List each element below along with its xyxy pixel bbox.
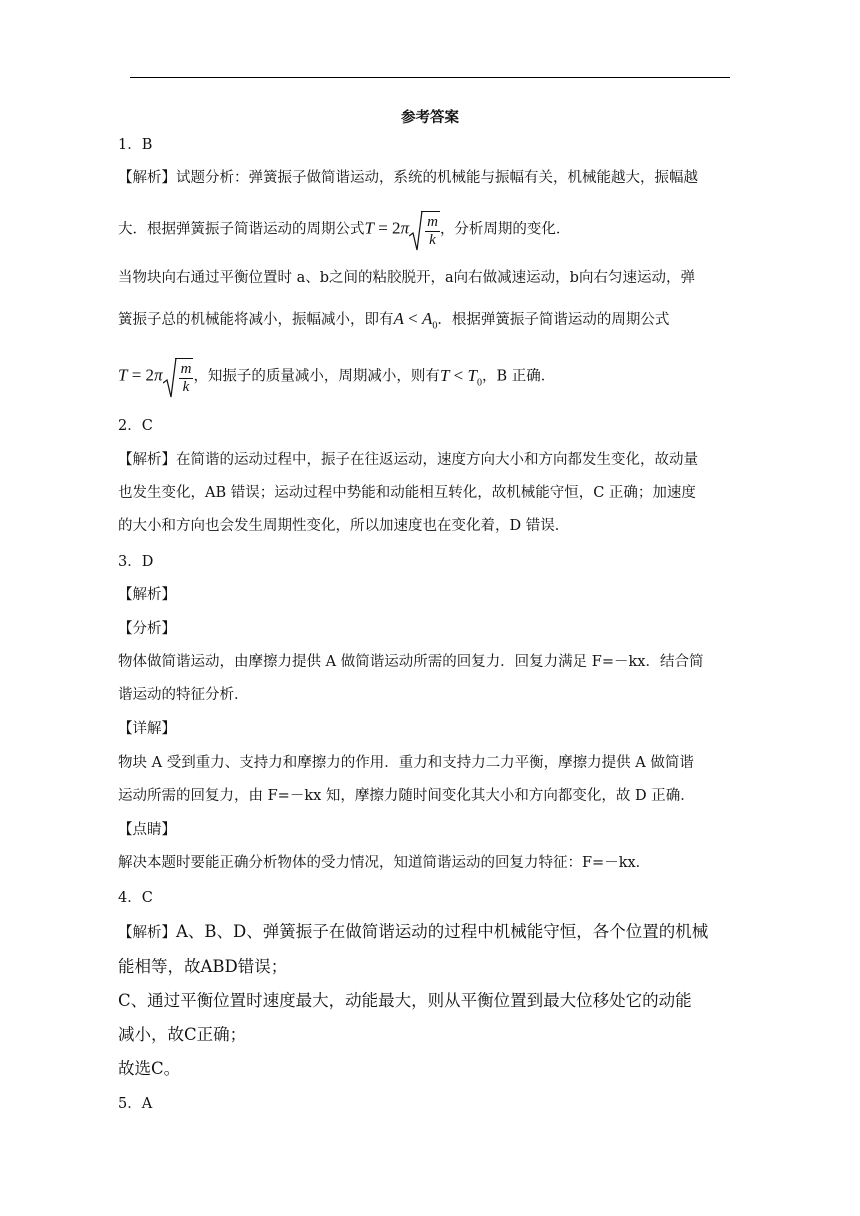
q1-explain-line-4 (118, 309, 669, 336)
q4-answer: 4．C (118, 890, 153, 906)
period-inequality: $T < T_0$ (439, 365, 482, 388)
q3-heading-explain: 【解析】 (118, 587, 176, 603)
q2-explain-line-1: 【解析】在简谐的运动过程中，振子在往返运动，速度方向大小和方向都发生变化，故动量 (118, 452, 698, 468)
q1-text: ，B 正确． (481, 368, 556, 385)
q3-detail-line-1: 物块 A 受到重力、支持力和摩擦力的作用．重力和支持力二力平衡，摩擦力提供 A 做简谐 (118, 755, 694, 771)
header-rule (130, 77, 730, 78)
q3-analysis-line-1: 物体做简谐运动，由摩擦力提供 A 做简谐运动所需的回复力．回复力满足 F=－kx．结合简 (118, 654, 704, 670)
q4-explain-line-2: 能相等，故ABD错误； (118, 957, 288, 976)
q4-text: A、B、D、弹簧振子在做简谐运动的过程中机械能守恒，各个位置的机械 (176, 922, 709, 941)
q2-answer: 2．C (118, 418, 153, 434)
fraction-m-over-k: $\frac{m}{k}$ (427, 214, 438, 248)
q4-explain-line-5: 故选C。 (118, 1059, 181, 1078)
q1-explain-line-5 (118, 357, 555, 396)
q1-explain-line-3: 当物块向右通过平衡位置时 a、b之间的粘胶脱开，a向右做减速运动，b向右匀速运动，弹 (118, 270, 695, 286)
q3-analysis-line-2: 谐运动的特征分析． (118, 687, 249, 703)
q3-heading-comment: 【点睛】 (118, 822, 176, 838)
period-formula: T = 2π (364, 218, 410, 238)
q4-explain-line-4: 减小，故C正确； (118, 1025, 247, 1044)
q4-heading: 【解析】 (118, 925, 176, 941)
q4-explain-line-1 (118, 920, 708, 945)
q3-heading-analysis: 【分析】 (118, 621, 176, 637)
q4-explain-line-3: C、通过平衡位置时速度最大，动能最大，则从平衡位置到最大位移处它的动能 (118, 991, 692, 1010)
period-formula: T = 2π (118, 365, 163, 385)
q2-explain-line-2: 也发生变化，AB 错误；运动过程中势能和动能相互转化，故机械能守恒，C 正确；加速度 (118, 485, 696, 501)
page-title: 参考答案 (401, 109, 459, 126)
q1-explain-line-1: 【解析】试题分析：弹簧振子做简谐运动，系统的机械能与振幅有关，机械能越大，振幅越 (118, 170, 698, 186)
q1-explain-line-2 (118, 210, 570, 249)
q1-text: ，知振子的质量减小，周期减小，则有 (193, 368, 440, 385)
q1-text: ．根据弹簧振子简谐运动的周期公式 (437, 312, 670, 328)
q3-detail-line-2: 运动所需的回复力，由 F=－kx 知，摩擦力随时间变化其大小和方向都变化，故 D 正确． (118, 788, 695, 804)
fraction-m-over-k: $\frac{m}{k}$ (180, 361, 192, 395)
q3-answer: 3．D (118, 554, 154, 570)
q2-explain-line-3: 的大小和方向也会发生周期性变化，所以加速度也在变化着，D 错误． (118, 518, 570, 534)
sqrt-sign (409, 210, 440, 249)
q5-answer: 5．A (118, 1096, 153, 1112)
q1-text: 大．根据弹簧振子简谐运动的周期公式 (118, 221, 365, 238)
q3-comment-line-1: 解决本题时要能正确分析物体的受力情况，知道简谐运动的回复力特征：F=－kx． (118, 855, 651, 871)
q1-answer: 1．B (118, 137, 153, 153)
amplitude-inequality: $A < A_0$ (393, 309, 438, 332)
q3-heading-detail: 【详解】 (118, 721, 176, 737)
q1-text: ，分析周期的变化． (439, 221, 571, 238)
q1-text: 簧振子总的机械能将减小，振幅减小，即有 (118, 312, 394, 328)
sqrt-sign (163, 357, 194, 396)
